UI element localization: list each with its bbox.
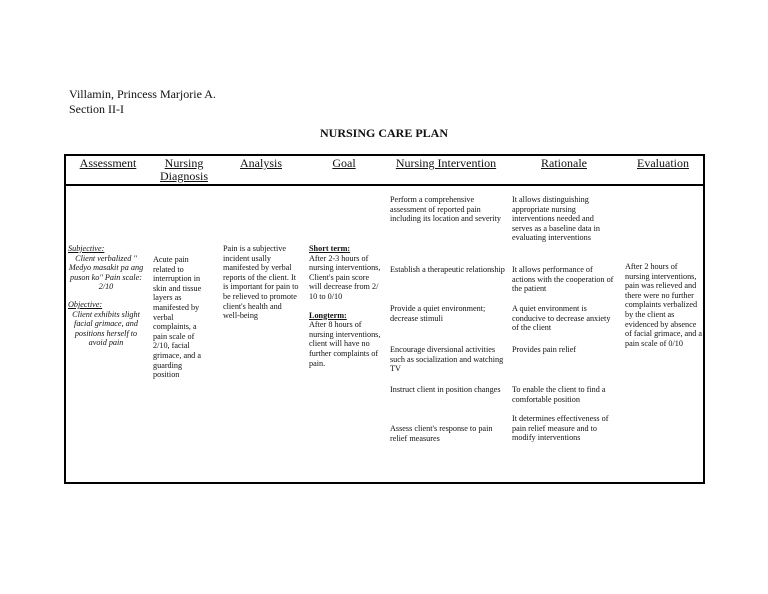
col-header-assessment: Assessment — [79, 156, 137, 170]
rationale-item: Provides pain relief — [512, 345, 577, 354]
objective-label: Objective: — [68, 299, 103, 309]
evaluation-cell: After 2 hours of nursing interventions, pain was relieved and there were no further complaints verbalized by the client as evidenced by absence of facial grimace, and a pain scale of 0/10 — [625, 262, 703, 348]
student-name: Villamin, Princess Marjorie A. — [69, 87, 216, 101]
care-plan-table — [64, 154, 705, 484]
short-term-label: Short term: — [309, 244, 351, 253]
intervention-item: Assess client's response to pain relief measures — [390, 424, 493, 443]
intervention-item: Encourage diversional activities such as socialization and watching TV — [390, 345, 504, 374]
col-header-diagnosis: Nursing Diagnosis — [160, 156, 208, 183]
col-header-evaluation: Evaluation — [637, 156, 689, 170]
header-divider — [66, 184, 703, 186]
intervention-item: Perform a comprehensive assessment of reported pain including its location and severity — [390, 195, 501, 224]
col-header-intervention: Nursing Intervention — [395, 156, 497, 170]
analysis-cell: Pain is a subjective incident usally manifested by verbal reports of the client. It is important for pain to be relieved to promote client's health and well-being — [223, 244, 299, 321]
col-header-goal: Goal — [332, 156, 356, 170]
col-header-analysis: Analysis — [240, 156, 282, 170]
assessment-cell — [68, 244, 144, 348]
intervention-item: Instruct client in position changes — [390, 385, 501, 394]
rationale-item: It allows performance of actions with the cooperation of the patient — [512, 265, 614, 294]
intervention-item: Establish a therapeutic relationship — [390, 265, 505, 274]
objective-text: Client exhibits slight facial grimace, and positions herself to avoid pain — [72, 309, 140, 348]
goal-cell — [309, 244, 381, 368]
long-term-label: Longterm: — [309, 310, 347, 320]
col-header-rationale: Rationale — [541, 156, 587, 170]
page-title: NURSING CARE PLAN — [319, 126, 448, 140]
long-term-text: After 8 hours of nursing interventions, client will have no further complaints of pain. — [309, 320, 381, 368]
diagnosis-cell: Acute pain related to interruption in skin and tissue layers as manifested by verbal complaints, a pain scale of 2/10, facial grimace, and a guarding position — [153, 255, 202, 380]
rationale-item: To enable the client to find a comfortable position — [512, 385, 606, 404]
subjective-label: Subjective: — [68, 244, 105, 253]
rationale-item: It allows distinguishing appropriate nursing interventions needed and serves as a baseline data in evaluating interventions — [512, 195, 600, 243]
short-term-text: After 2-3 hours of nursing interventions, Client's pain score will decrease from 2/ 10 to 0/10 — [309, 253, 381, 301]
intervention-item: Provide a quiet environment; decrease stimuli — [390, 304, 486, 323]
section-label: Section II-I — [69, 102, 124, 116]
subjective-text: Client verbalized " Medyo masakit pa ang puson ko" Pain scale: 2/10 — [68, 253, 144, 292]
rationale-item: A quiet environment is conducive to decrease anxiety of the client — [512, 304, 611, 333]
rationale-item: It determines effectiveness of pain relief measure and to modify interventions — [512, 414, 609, 443]
